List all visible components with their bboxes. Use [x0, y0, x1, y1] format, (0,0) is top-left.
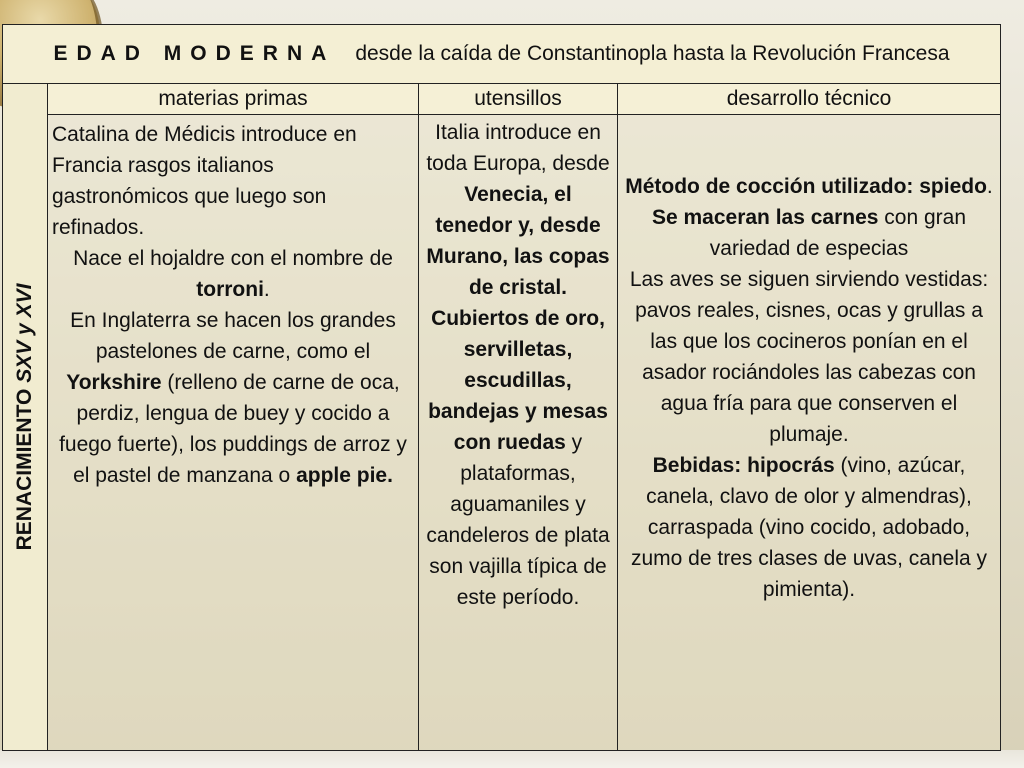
period-label — [13, 284, 37, 551]
header-materias-primas: materias primas — [48, 84, 419, 115]
materias-p3-applepie: apple pie. — [296, 464, 393, 487]
utensillos-text1: Italia introduce en toda Europa, desde — [426, 121, 610, 175]
period-label-centuries: SXV y XVI — [13, 283, 36, 383]
materias-p3-text2: (relleno de carne de oca, perdiz, lengua de buey y cocido a fuego fuerte), los puddings de arroz y el pastel de manzana o — [59, 371, 407, 487]
materias-p2-text: Nace el hojaldre con el nombre de — [73, 247, 393, 270]
materias-p1: Catalina de Médicis introduce en Francia rasgos italianos gastronómicos que luego son refinados. — [52, 123, 357, 239]
title-bold: EDAD MODERNA — [53, 42, 336, 65]
materias-p2-end: . — [263, 278, 270, 301]
desarrollo-bebidas-detalle: (vino, azúcar, canela, clavo de olor y almendras), carraspada (vino cocido, adobado, zumo de tres clases de uvas, canela y pimienta). — [630, 454, 987, 601]
materias-p2-bold: torroni — [196, 278, 264, 301]
materias-p3-yorkshire: Yorkshire — [66, 371, 162, 394]
period-label-cell — [3, 84, 48, 751]
desarrollo-coccion: Método de cocción utilizado: spiedo — [625, 175, 987, 198]
materias-p3-text: En Inglaterra se hacen los grandes pastelones de carne, como el — [70, 309, 396, 363]
desarrollo-maceran: Se maceran las carnes — [651, 206, 879, 229]
cell-materias-primas — [48, 115, 419, 751]
header-utensillos: utensillos — [419, 84, 618, 115]
table-title — [3, 25, 1001, 84]
utensillos-text2: y plataformas, aguamaniles y candeleros de plata son vajilla típica de este período. — [426, 431, 610, 609]
cell-desarrollo-tecnico — [618, 115, 1001, 751]
header-desarrollo-tecnico: desarrollo técnico — [618, 84, 1001, 115]
bottom-band — [0, 750, 1024, 768]
desarrollo-especias: con gran variedad de especias — [709, 206, 967, 260]
materias-p3 — [52, 305, 414, 491]
history-table — [2, 24, 1001, 751]
desarrollo-bebidas: Bebidas: hipocrás — [652, 454, 835, 477]
period-label-main: RENACIMIENTO — [13, 382, 36, 551]
materias-p2 — [52, 243, 414, 305]
desarrollo-dot: . — [986, 175, 993, 198]
desarrollo-aves: Las aves se siguen sirviendo vestidas: pavos reales, cisnes, ocas y grullas a las que los cocineros ponían en el asador rociándoles las cabezas con agua fría para que conserven el plumaje. — [629, 268, 989, 446]
cell-utensillos — [419, 115, 618, 751]
utensillos-bold: Venecia, el tenedor y, desde Murano, las copas de cristal. Cubiertos de oro, servilletas, escudillas, bandejas y mesas con ruedas — [426, 183, 610, 454]
title-rest: desde la caída de Constantinopla hasta la Revolución Francesa — [355, 42, 950, 65]
